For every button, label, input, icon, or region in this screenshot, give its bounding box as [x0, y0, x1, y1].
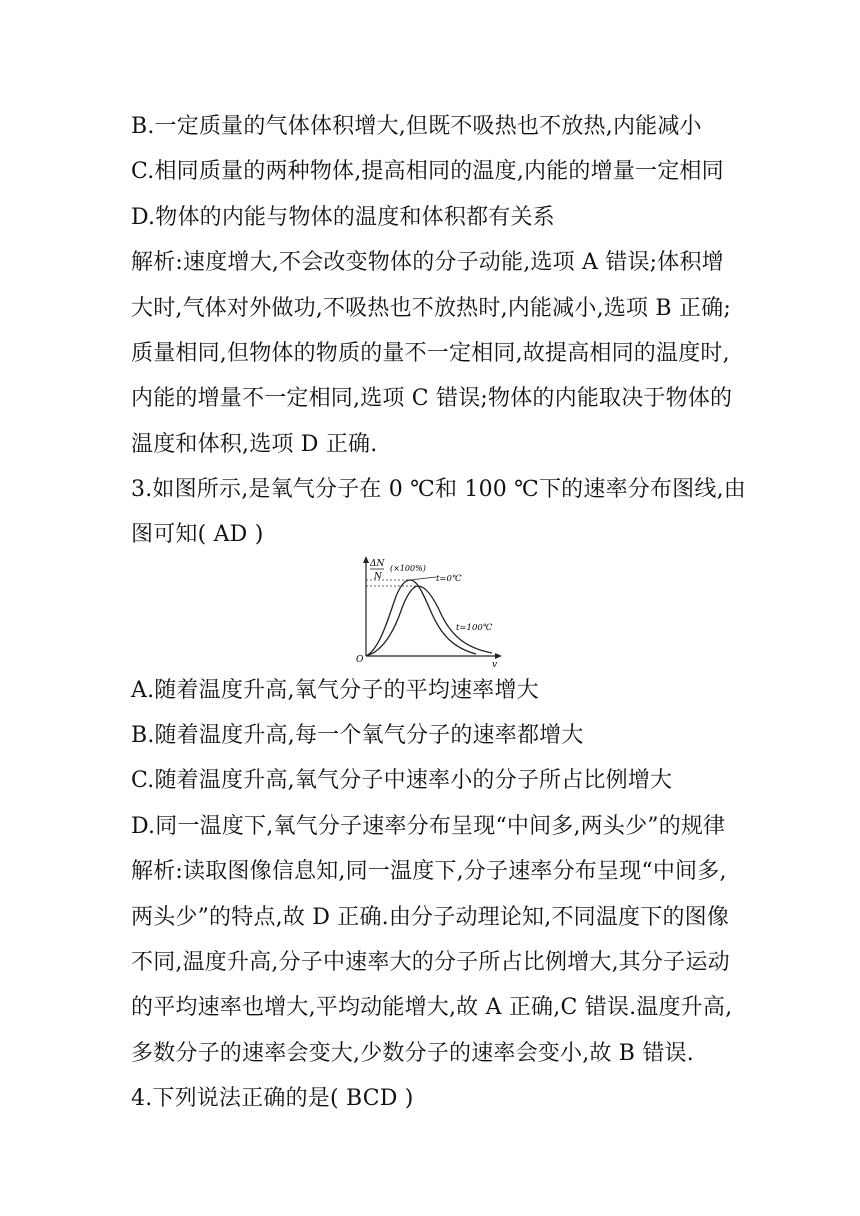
analysis-2-line-1: 解析:读取图像信息知,同一温度下,分子速率分布呈现“中间多, [131, 859, 727, 884]
analysis-line-3: 质量相同,但物体的物质的量不一定相同,故提高相同的温度时, [131, 341, 730, 366]
y-label-top: ΔN [370, 559, 385, 569]
option-d: D.同一温度下,氧气分子速率分布呈现“中间多,两头少”的规律 [131, 814, 726, 839]
curve-100c [366, 586, 492, 656]
x-axis-label: v [492, 660, 498, 670]
y-unit-label: (×100%) [390, 564, 426, 573]
question-4-line: 4.下列说法正确的是( BCD ) [131, 1086, 414, 1111]
label-leader-0 [410, 577, 436, 580]
analysis-2-line-5: 多数分子的速率会变大,少数分子的速率会变小,故 B 错误. [131, 1041, 694, 1066]
curve-0-label: t=0℃ [436, 574, 462, 584]
x-axis-arrow [495, 653, 502, 659]
curve-100-label: t=100℃ [456, 623, 493, 633]
line-c: C.相同质量的两种物体,提高相同的温度,内能的增量一定相同 [131, 159, 724, 184]
option-a: A.随着温度升高,氧气分子的平均速率增大 [131, 678, 539, 703]
option-c: C.随着温度升高,氧气分子中速率小的分子所占比例增大 [131, 768, 673, 793]
analysis-line-2: 大时,气体对外做功,不吸热也不放热时,内能减小,选项 B 正确; [131, 296, 731, 321]
analysis-line-1: 解析:速度增大,不会改变物体的分子动能,选项 A 错误;体积增 [131, 250, 724, 275]
analysis-2-line-2: 两头少”的特点,故 D 正确.由分子动理论知,不同温度下的图像 [131, 905, 730, 930]
analysis-line-4: 内能的增量不一定相同,选项 C 错误;物体的内能取决于物体的 [131, 386, 733, 411]
question-3-line-1: 3.如图所示,是氧气分子在 0 ℃和 100 ℃下的速率分布图线,由 [131, 477, 746, 502]
y-label-bottom: N [374, 572, 382, 582]
speed-distribution-figure [352, 552, 504, 670]
question-3-line-2: 图可知( AD ) [131, 522, 264, 547]
analysis-line-5: 温度和体积,选项 D 正确. [131, 432, 378, 457]
line-d: D.物体的内能与物体的温度和体积都有关系 [131, 205, 555, 230]
origin-label: O [356, 655, 364, 665]
line-b: B.一定质量的气体体积增大,但既不吸热也不放热,内能减小 [131, 114, 702, 139]
option-b: B.随着温度升高,每一个氧气分子的速率都增大 [131, 723, 584, 748]
analysis-2-line-3: 不同,温度升高,分子中速率大的分子所占比例增大,其分子运动 [131, 950, 730, 975]
y-axis-arrow [363, 556, 369, 563]
analysis-2-line-4: 的平均速率也增大,平均动能增大,故 A 正确,C 错误.温度升高, [131, 995, 733, 1020]
